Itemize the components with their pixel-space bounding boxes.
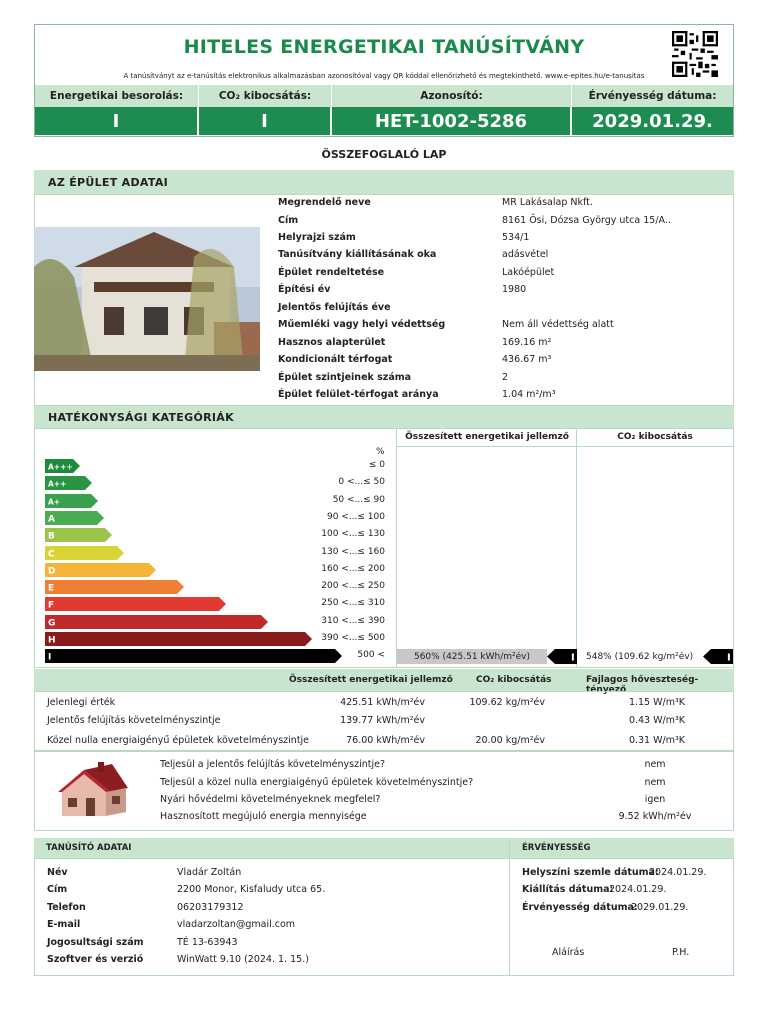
- building-value: 169.16 m²: [502, 337, 552, 348]
- class-bar-label: A: [48, 514, 55, 525]
- summary-title: ÖSSZEFOGLALÓ LAP: [321, 148, 447, 161]
- class-range-label: 0 <...≤ 50: [338, 477, 385, 487]
- divider: [397, 446, 733, 447]
- class-range-label: 50 <...≤ 90: [332, 495, 385, 505]
- class-bar-label: D: [48, 566, 56, 577]
- co2-result-bar: [577, 649, 703, 664]
- building-label: Épület felület-térfogat aránya: [278, 389, 439, 400]
- building-value: Nem áll védettség alatt: [502, 319, 614, 330]
- validity-label: Érvényesség dátuma:: [588, 90, 717, 102]
- class-bar-label: A+++: [48, 462, 73, 472]
- results-header-energy: Összesített energetikai jellemző: [289, 675, 453, 685]
- percent-symbol: %: [376, 447, 385, 457]
- building-section-header: AZ ÉPÜLET ADATAI: [34, 170, 734, 194]
- results-header-loss: Fajlagos hőveszteség-tényező: [586, 675, 699, 695]
- validity-label: Helyszíni szemle dátuma:: [522, 867, 659, 878]
- certifier-email[interactable]: vladarzoltan@gmail.com: [177, 919, 296, 930]
- class-bar-label: I: [48, 652, 52, 663]
- validity-value: 2024.01.29.: [649, 867, 707, 878]
- house-icon: [54, 762, 130, 822]
- building-value: 2: [502, 372, 509, 383]
- building-label: Hasznos alapterület: [278, 337, 386, 348]
- class-range-label: 90 <...≤ 100: [326, 512, 385, 522]
- results-row-energy: 425.51 kWh/m²év: [340, 697, 425, 708]
- validity-date-value: 2029.01.29.: [592, 110, 713, 132]
- energy-class-label: Energetikai besorolás:: [35, 85, 199, 107]
- validity-section-header: ÉRVÉNYESSÉG: [510, 838, 734, 858]
- class-bar-label: C: [48, 549, 55, 560]
- question-text: Teljesül a közel nulla energiaigényű épületek követelményszintje?: [160, 777, 474, 788]
- class-range-label: 310 <...≤ 390: [321, 616, 385, 626]
- results-row-label: Jelenlegi érték: [47, 697, 116, 708]
- results-row-loss: 0.31 W/m³K: [628, 735, 685, 746]
- results-table-header: [34, 669, 734, 695]
- question-answer: nem: [644, 759, 666, 770]
- divider: [396, 428, 397, 668]
- building-label: Kondicionált térfogat: [278, 354, 393, 365]
- certifier-section-header: TANÚSÍTÓ ADATAI: [34, 838, 510, 858]
- co2-result-arrow: [703, 649, 733, 664]
- class-bar-label: G: [48, 618, 56, 629]
- validity-label: Érvényesség dátuma:: [522, 902, 638, 913]
- efficiency-section-header: HATÉKONYSÁGI KATEGÓRIÁK: [34, 406, 734, 428]
- question-text: Hasznosított megújuló energia mennyisége: [160, 811, 367, 822]
- building-value: adásvétel: [502, 249, 549, 260]
- certifier-label: Szoftver és verzió: [47, 954, 144, 965]
- question-answer: nem: [644, 777, 666, 788]
- class-range-label: 500 <: [357, 650, 385, 660]
- building-label: Tanúsítvány kiállításának oka: [278, 249, 437, 260]
- divider: [576, 428, 577, 668]
- header-labels-row: [35, 85, 733, 107]
- certifier-value: Vladár Zoltán: [177, 867, 242, 878]
- certifier-label: Jogosultsági szám: [47, 937, 144, 948]
- building-label: Épület rendeltetése: [278, 267, 385, 278]
- certifier-label: Név: [47, 867, 68, 878]
- class-range-label: 160 <...≤ 200: [321, 564, 385, 574]
- results-row-co2: 109.62 kg/m²év: [469, 697, 545, 708]
- building-label: Jelentős felújítás éve: [278, 302, 391, 313]
- class-bar-label: E: [48, 583, 55, 594]
- results-row-label: Közel nulla energiaigényű épületek követelményszintje: [47, 735, 310, 746]
- results-row-label: Jelentős felújítás követelményszintje: [47, 715, 221, 726]
- building-label: Építési év: [278, 284, 331, 295]
- validity-value: 2024.01.29.: [609, 884, 667, 895]
- building-label: Cím: [278, 215, 299, 226]
- certifier-value: TÉ 13-63943: [177, 937, 238, 948]
- certifier-value: WinWatt 9.10 (2024. 1. 15.): [177, 954, 309, 965]
- class-bar-label: F: [48, 600, 55, 611]
- header-values-row: [35, 107, 733, 135]
- class-bar-label: A++: [48, 479, 67, 489]
- certifier-label: Telefon: [47, 902, 86, 913]
- certifier-label: E-mail: [47, 919, 81, 930]
- class-bar-label: H: [48, 635, 56, 646]
- results-row-co2: 20.00 kg/m²év: [475, 735, 545, 746]
- building-value: 8161 Ősi, Dózsa György utca 15/A..: [502, 215, 671, 226]
- results-row-energy: 139.77 kWh/m²év: [340, 715, 425, 726]
- building-value: Lakóépület: [502, 267, 555, 278]
- class-range-label: 390 <...≤ 500: [321, 633, 385, 643]
- building-photo: [34, 227, 260, 371]
- building-value: 534/1: [502, 232, 530, 243]
- certifier-label: Cím: [47, 884, 68, 895]
- certificate-subtitle: A tanúsítványt az e-tanúsítás elektronikus alkalmazásban azonosítóval vagy QR kóddal ellenőrizhető és megtekinthető. www.e-epites.hu/e-tanusitas: [123, 72, 645, 80]
- class-range-label: 130 <...≤ 160: [321, 547, 385, 557]
- results-row-loss: 0.43 W/m³K: [628, 715, 685, 726]
- co2-result-class: I: [727, 652, 731, 664]
- question-text: Nyári hővédelmi követelményeknek megfelel?: [160, 794, 381, 805]
- building-label: Megrendelő neve: [278, 197, 371, 208]
- results-row-loss: 1.15 W/m³K: [628, 697, 685, 708]
- class-bar-label: B: [48, 531, 55, 542]
- validity-value: 2029.01.29.: [631, 902, 689, 913]
- building-value: MR Lakásalap Nkft.: [502, 197, 593, 208]
- signature-label: Aláírás: [552, 947, 585, 958]
- question-text: Teljesül a jelentős felújítás követelményszintje?: [160, 759, 386, 770]
- qr-code-icon: [672, 31, 718, 77]
- building-label: Helyrajzi szám: [278, 232, 356, 243]
- validity-label: Kiállítás dátuma:: [522, 884, 614, 895]
- energy-column-header: Összesített energetikai jellemző: [405, 432, 569, 442]
- energy-result-arrow: [547, 649, 577, 664]
- building-value: 436.67 m³: [502, 354, 552, 365]
- certifier-value: 2200 Monor, Kisfaludy utca 65.: [177, 884, 326, 895]
- energy-result-class: I: [571, 652, 575, 664]
- class-bar-label: A+: [48, 497, 61, 507]
- building-value: 1.04 m²/m³: [502, 389, 556, 400]
- identifier-value: HET-1002-5286: [332, 107, 572, 135]
- building-label: Műemléki vagy helyi védettség: [278, 319, 446, 330]
- results-header-co2: CO₂ kibocsátás: [476, 675, 552, 685]
- co2-column-header: CO₂ kibocsátás: [617, 432, 693, 442]
- co2-label: CO₂ kibocsátás:: [199, 85, 332, 107]
- class-range-label: ≤ 0: [368, 460, 385, 470]
- co2-result-text: 548% (109.62 kg/m²év): [586, 651, 694, 662]
- building-value: 1980: [502, 284, 527, 295]
- certifier-value: 06203179312: [177, 902, 244, 913]
- energy-result-bar: [397, 649, 547, 664]
- question-answer: 9.52 kWh/m²év: [618, 811, 692, 822]
- divider: [509, 838, 510, 976]
- co2-class-value: I: [199, 107, 332, 135]
- stamp-label: P.H.: [672, 947, 690, 958]
- identifier-label: Azonosító:: [332, 85, 572, 107]
- energy-result-text: 560% (425.51 kWh/m²év): [413, 651, 531, 662]
- certificate-title: HITELES ENERGETIKAI TANÚSÍTVÁNY: [183, 36, 585, 58]
- results-row-energy: 76.00 kWh/m²év: [346, 735, 425, 746]
- building-label: Épület szintjeinek száma: [278, 372, 412, 383]
- energy-class-value: I: [35, 107, 199, 135]
- class-range-label: 100 <...≤ 130: [321, 529, 385, 539]
- class-range-label: 200 <...≤ 250: [321, 581, 385, 591]
- class-range-label: 250 <...≤ 310: [321, 598, 385, 608]
- question-answer: igen: [644, 794, 666, 805]
